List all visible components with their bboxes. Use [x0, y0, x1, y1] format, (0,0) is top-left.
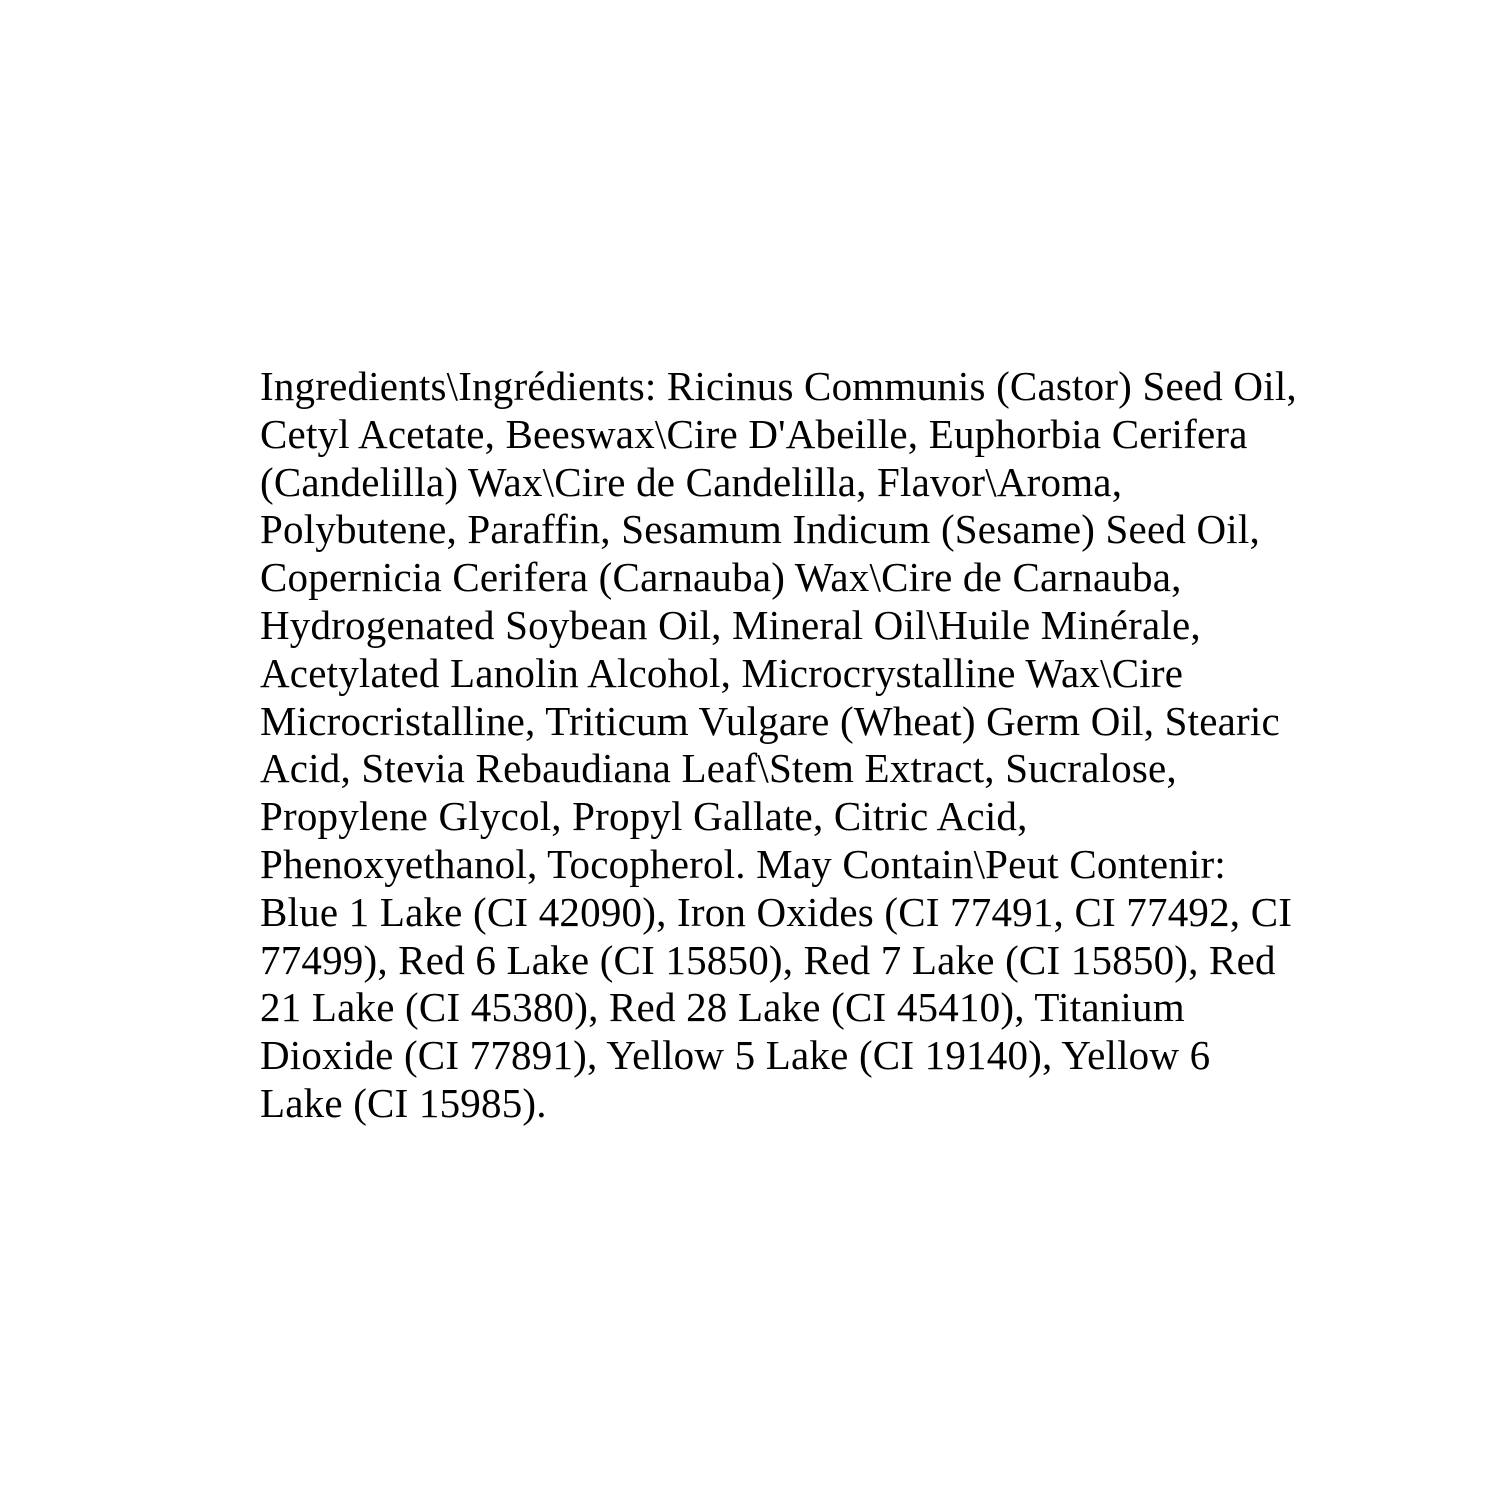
ingredients-line-1: Ingredients\Ingrédients: Ricinus Communis (Castor) Seed Oil, [260, 363, 1297, 409]
ingredients-line-9: Acid, Stevia Rebaudiana Leaf\Stem Extract, Sucralose, [260, 745, 1177, 792]
ingredients-text-block [260, 363, 1297, 1128]
ingredients-line-5: Copernicia Cerifera (Carnauba) Wax\Cire de Carnauba, [260, 554, 1182, 601]
ingredients-line-2: Cetyl Acetate, Beeswax\Cire D'Abeille, Euphorbia Cerifera [260, 410, 1248, 457]
ingredients-line-8: Microcristalline, Triticum Vulgare (Wheat) Germ Oil, Stearic [260, 697, 1280, 744]
ingredients-line-7: Acetylated Lanolin Alcohol, Microcrystalline Wax\Cire [260, 649, 1184, 696]
ingredients-line-3: (Candelilla) Wax\Cire de Candelilla, Flavor\Aroma, [260, 458, 1123, 505]
ingredients-line-13: 77499), Red 6 Lake (CI 15850), Red 7 Lake (CI 15850), Red [260, 936, 1276, 983]
ingredients-line-11: Phenoxyethanol, Tocopherol. May Contain\Peut Contenir: [260, 840, 1226, 887]
ingredients-line-14: 21 Lake (CI 45380), Red 28 Lake (CI 45410), Titanium [260, 984, 1185, 1031]
ingredients-line-4: Polybutene, Paraffin, Sesamum Indicum (Sesame) Seed Oil, [260, 506, 1260, 553]
ingredients-line-15: Dioxide (CI 77891), Yellow 5 Lake (CI 19140), Yellow 6 [260, 1032, 1211, 1079]
ingredients-line-10: Propylene Glycol, Propyl Gallate, Citric Acid, [260, 793, 1028, 840]
ingredients-line-6: Hydrogenated Soybean Oil, Mineral Oil\Huile Minérale, [260, 601, 1201, 648]
ingredients-line-12: Blue 1 Lake (CI 42090), Iron Oxides (CI 77491, CI 77492, CI [260, 888, 1293, 935]
ingredients-line-16: Lake (CI 15985). [260, 1079, 547, 1126]
